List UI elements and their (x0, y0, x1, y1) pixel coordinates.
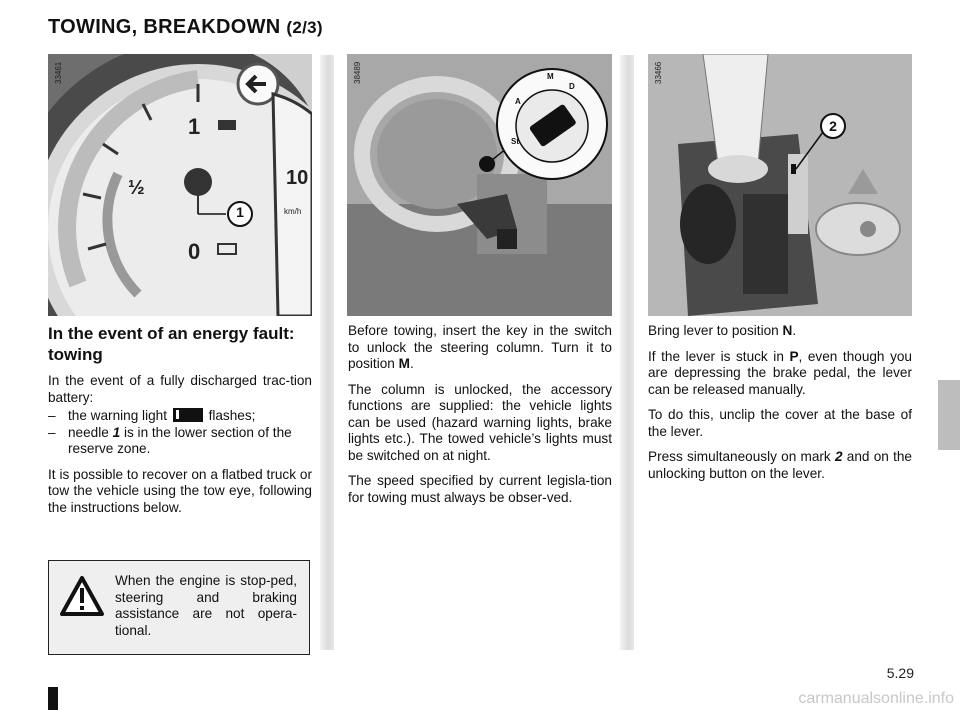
position-label: P (789, 348, 799, 364)
list-item-text: is in the lower section of the reserve zone. (68, 424, 292, 456)
svg-text:St: St (511, 137, 519, 146)
warning-text: When the engine is stop-ped, steering and braking assistance are not opera-tional. (115, 573, 297, 638)
paragraph-text: If the lever is stuck in (648, 348, 784, 364)
lever-paragraph-1 (648, 323, 912, 340)
svg-text:1: 1 (188, 114, 201, 139)
list-item-text: the warning light (68, 408, 167, 423)
column-2 (348, 323, 612, 515)
battery-warning-icon (173, 408, 203, 422)
steering-column-image (347, 54, 612, 316)
position-label: M (398, 356, 410, 371)
paragraph-text: . (792, 323, 797, 338)
svg-text:D: D (569, 82, 575, 91)
column-3 (648, 323, 912, 491)
position-label: N (782, 323, 793, 338)
paragraph-text: and on the unlocking button on the lever. (648, 449, 912, 481)
paragraph-text: . (409, 356, 414, 371)
image-ref-middle: 38489 (353, 61, 362, 84)
interior-illustration (347, 54, 612, 316)
page-title (48, 16, 323, 39)
lever-paragraph-3: To do this, unclip the cover at the base of the lever. (648, 407, 912, 439)
svg-text:A: A (515, 97, 521, 106)
list-item (48, 425, 312, 458)
towing-paragraph-1 (348, 323, 612, 373)
gauge-illustration (48, 54, 312, 316)
svg-text:0: 0 (188, 239, 201, 264)
list-item-text: needle (68, 424, 109, 440)
lever-illustration (648, 54, 912, 316)
warning-triangle-icon (59, 575, 105, 617)
image-ref-right: 33466 (654, 61, 663, 84)
page-number: 5.29 (886, 665, 914, 681)
corner-mark (48, 687, 58, 710)
towing-paragraph-3: The speed specified by current legisla-tion for towing must always be obser-ved. (348, 473, 612, 505)
callout-2: 2 (829, 118, 837, 134)
conditions-list (48, 408, 312, 458)
callout-1: 1 (236, 204, 244, 220)
column-divider-1 (320, 55, 334, 650)
towing-paragraph-2: The column is unlocked, the accessory functions are supplied: the vehicle lights can be used (hazard warning lights, brake lights etc.). The towed vehicle’s lights must be switched on at night. (348, 381, 612, 463)
section-tab (938, 380, 960, 450)
title-page-fraction: (2/3) (286, 18, 323, 37)
paragraph-text: , even though you are depressing the brake pedal, the lever can be released manually. (648, 348, 912, 397)
svg-text:½: ½ (128, 177, 145, 199)
needle-ref-number: 1 (112, 424, 121, 440)
lever-paragraph-4 (648, 449, 912, 482)
svg-text:10: 10 (286, 167, 309, 189)
svg-text:M: M (547, 72, 554, 81)
dashboard-gauge-image (48, 54, 312, 316)
section-heading: In the event of an energy fault: towing (48, 324, 295, 364)
watermark: carmanualsonline.info (798, 690, 954, 707)
list-item (48, 408, 312, 425)
paragraph-text: Before towing, insert the key in the switch to unlock the steering column. Turn it to position (348, 323, 612, 371)
warning-box (48, 560, 310, 655)
gear-lever-image (648, 54, 912, 316)
list-item-text: flashes; (208, 408, 256, 423)
image-ref-left: 33461 (54, 61, 63, 84)
column-divider-2 (620, 55, 634, 650)
column-1 (48, 323, 312, 525)
title-text: TOWING, BREAKDOWN (48, 16, 281, 38)
intro-text: In the event of a fully discharged trac-tion battery: (48, 373, 312, 405)
paragraph-text: Press simultaneously on mark (648, 449, 831, 464)
paragraph-text: Bring lever to position (648, 323, 779, 338)
svg-text:km/h: km/h (284, 207, 302, 216)
mark-ref-number: 2 (834, 449, 843, 464)
lever-paragraph-2 (648, 349, 912, 399)
recovery-paragraph: It is possible to recover on a flatbed truck or tow the vehicle using the tow eye, following the instructions below. (48, 466, 312, 515)
